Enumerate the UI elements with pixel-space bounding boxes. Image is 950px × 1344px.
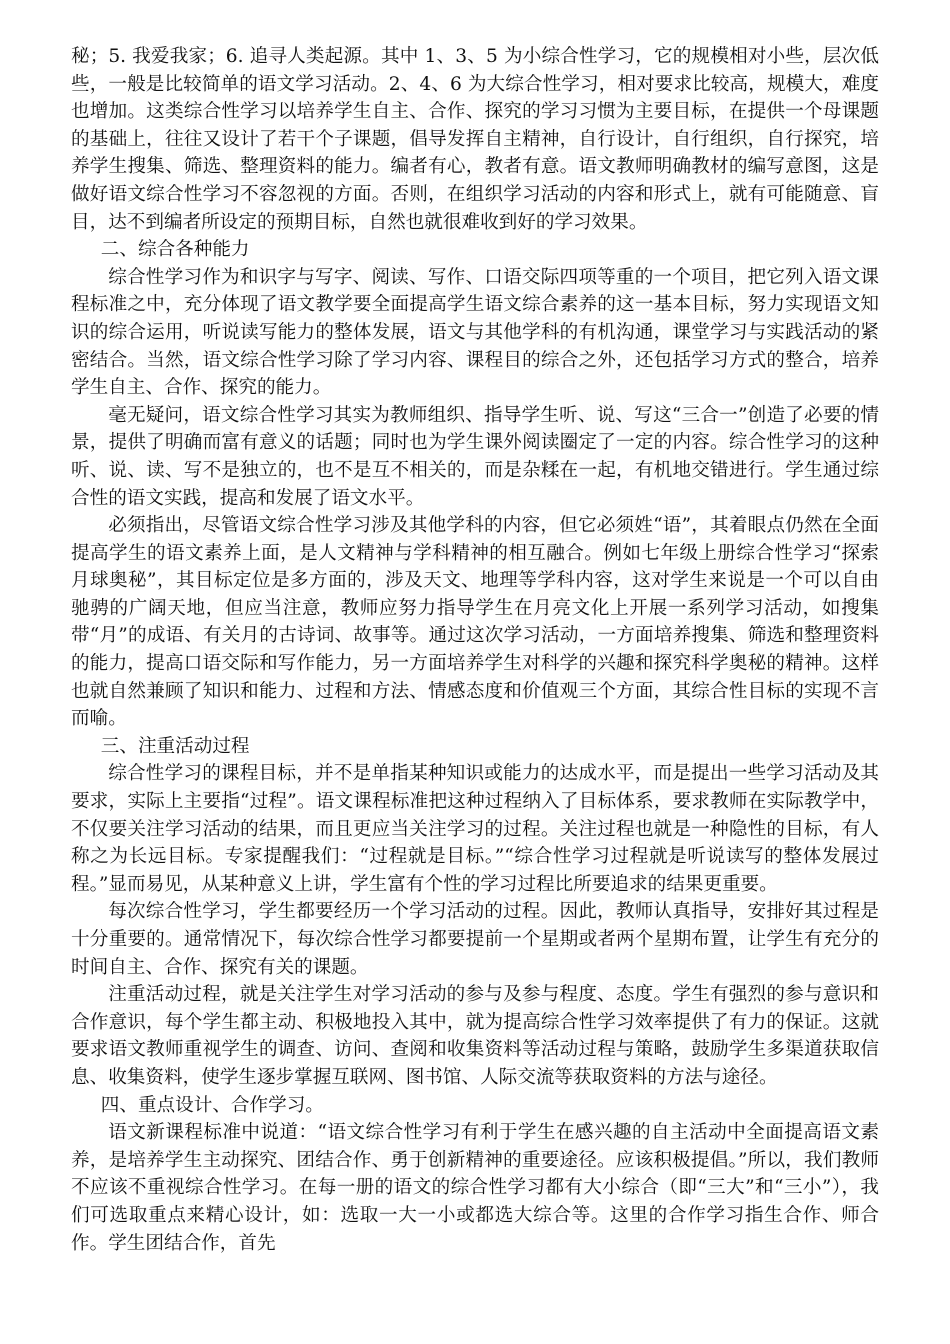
paragraph-continuation: 秘；5. 我爱我家；6. 追寻人类起源。其中 1、3、5 为小综合性学习，它的规模相对小些，层次低些，一般是比较简单的语文学习活动。2、4、6 为大综合性学习，相对要求比较高，规模大，难度也增加。这类综合性学习以培养学生自主、合作、探究的学习习惯为主要目标，在提供一个母课题的基础上，往往又设计了若干个子课题，倡导发挥自主精神，自行设计，自行组织，自行探究，培养学生搜集、筛选、整理资料的能力。编者有心，教者有意。语文教师明确教材的编写意图，这是做好语文综合性学习不容忽视的方面。否则，在组织学习活动的内容和形式上，就有可能随意、盲目，达不到编者所设定的预期目标，自然也就很难收到好的学习效果。	[71, 46, 879, 233]
paragraph: 毫无疑问，语文综合性学习其实为教师组织、指导学生听、说、写这“三合一”创造了必要的情景，提供了明确而富有意义的话题；同时也为学生课外阅读圈定了一定的内容。综合性学习的这种听、说、读、写不是独立的，也不是互不相关的，而是杂糅在一起，有机地交错进行。学生通过综合性的语文实践，提高和发展了语文水平。	[71, 404, 879, 509]
section-heading-4: 四、重点设计、合作学习。	[100, 1094, 324, 1116]
paragraph: 注重活动过程，就是关注学生对学习活动的参与及参与程度、态度。学生有强烈的参与意识和合作意识，每个学生都主动、积极地投入其中，就为提高综合性学习效率提供了有力的保证。这就要求语文教师重视学生的调查、访问、查阅和收集资料等活动过程与策略，鼓励学生多渠道获取信息、收集资料，使学生逐步掌握互联网、图书馆、人际交流等获取资料的方法与途径。	[71, 984, 879, 1088]
paragraph: 每次综合性学习，学生都要经历一个学习活动的过程。因此，教师认真指导，安排好其过程是十分重要的。通常情况下，每次综合性学习都要提前一个星期或者两个星期布置，让学生有充分的时间自主、合作、探究有关的课题。	[71, 901, 879, 978]
paragraph: 必须指出，尽管语文综合性学习涉及其他学科的内容，但它必须姓“语”，其着眼点仍然在全面提高学生的语文素养上面，是人文精神与学科精神的相互融合。例如七年级上册综合性学习“探索月球奥秘”，其目标定位是多方面的，涉及天文、地理等学科内容，这对学生来说是一个可以自由驰骋的广阔天地，但应当注意，教师应努力指导学生在月亮文化上开展一系列学习活动，如搜集带“月”的成语、有关月的古诗词、故事等。通过这次学习活动，一方面培养搜集、筛选和整理资料的能力，提高口语交际和写作能力，另一方面培养学生对科学的兴趣和探究科学奥秘的精神。这样也就自然兼顾了知识和能力、过程和方法、情感态度和价值观三个方面，其综合性目标的实现不言而喻。	[71, 515, 879, 730]
paragraph: 综合性学习作为和识字与写字、阅读、写作、口语交际四项等重的一个项目，把它列入语文课程标准之中，充分体现了语文教学要全面提高学生语文综合素养的这一基本目标，努力实现语文知识的综合运用，听说读写能力的整体发展，语文与其他学科的有机沟通，课堂学习与实践活动的紧密结合。当然，语文综合性学习除了学习内容、课程目的综合之外，还包括学习方式的整合，培养学生自主、合作、探究的能力。	[71, 266, 879, 399]
section-heading-3: 三、注重活动过程	[100, 735, 250, 757]
paragraph: 语文新课程标准中说道：“语文综合性学习有利于学生在感兴趣的自主活动中全面提高语文素养，是培养学生主动探究、团结合作、勇于创新精神的重要途径。应该积极提倡。”所以，我们教师不应该不重视综合性学习。在每一册的语文的综合性学习都有大小综合（即“三大”和“三小”），我们可选取重点来精心设计，如：选取一大一小或都选大综合等。这里的合作学习指生合作、师合作。学生团结合作，首先	[71, 1122, 879, 1254]
section-heading-2: 二、综合各种能力	[100, 239, 250, 261]
paragraph: 综合性学习的课程目标，并不是单指某种知识或能力的达成水平，而是提出一些学习活动及其要求，实际上主要指“过程”。语文课程标准把这种过程纳入了目标体系，要求教师在实际教学中，不仅要关注学习活动的结果，而且更应当关注学习的过程。关注过程也就是一种隐性的目标，有人称之为长远目标。专家提醒我们：“过程就是目标。”“综合性学习过程就是听说读写的整体发展过程。”显而易见，从某种意义上讲，学生富有个性的学习过程比所要追求的结果更重要。	[71, 763, 879, 895]
document-body	[71, 43, 879, 1257]
